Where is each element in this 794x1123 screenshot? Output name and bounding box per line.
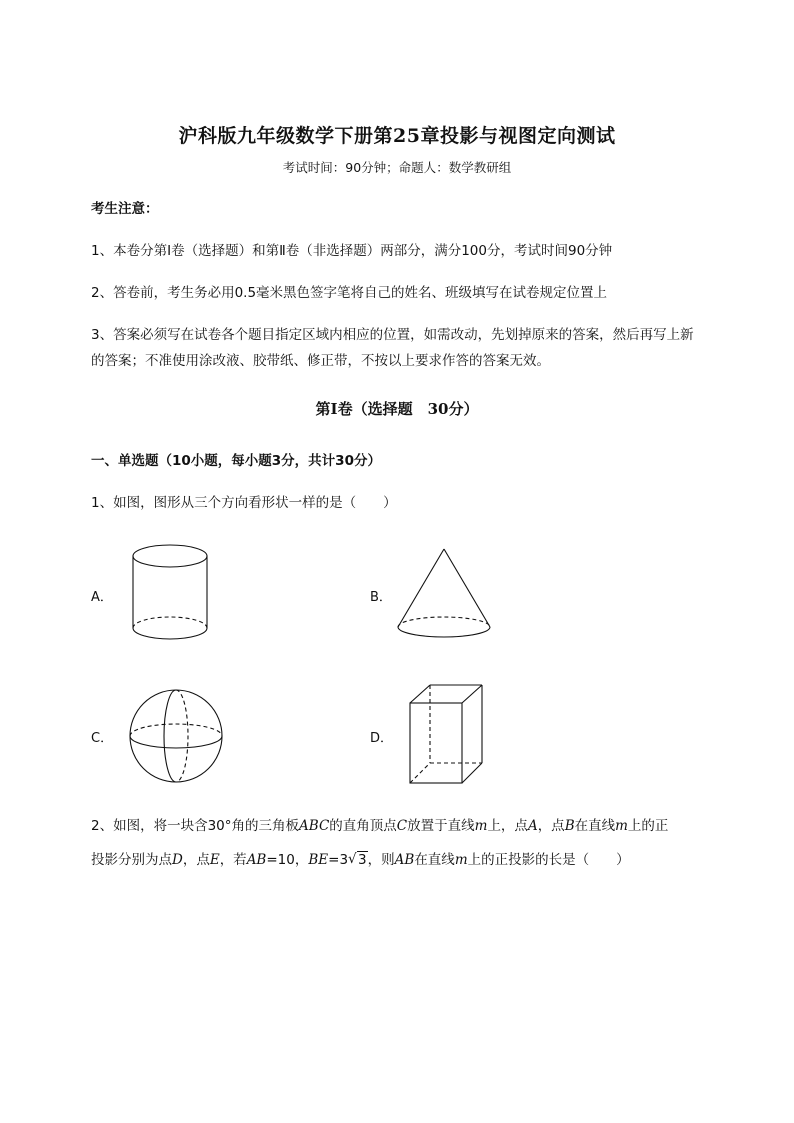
note-item: 的答案；不准使用涂改液、胶带纸、修正带，不按以上要求作答的答案无效。 [91,353,550,369]
option-a-label: A． [91,590,113,605]
question-2-line-2: 投影分别为点D，点E，若AB=10，BE=3√ 3，则AB在直线m上的正投影的长是（ ） [91,845,630,875]
cone-figure [393,545,497,641]
note-item: 3、答案必须写在试卷各个题目指定区域内相应的位置，如需改动，先划掉原来的答案，然后再写上新 [91,327,694,343]
note-item: 2、答卷前，考生务必用0.5毫米黑色签字笔将自己的姓名、班级填写在试卷规定位置上 [91,285,608,301]
part-heading: 一、单选题（10小题，每小题3分，共计30分） [91,453,381,469]
rectangular-prism-figure [405,681,485,787]
sphere-figure [126,686,226,786]
exam-info: 考试时间：90分钟；命题人：数学教研组 [282,160,512,175]
option-d-label: D． [370,731,394,746]
sqrt-symbol: √ 3 [348,845,368,875]
option-b-label: B． [370,590,392,605]
option-c-label: C． [91,731,114,746]
cylinder-figure [128,540,212,644]
notes-heading: 考生注意： [91,201,159,217]
page-title: 沪科版九年级数学下册第25章投影与视图定向测试 [178,125,616,147]
note-item: 1、本卷分第I卷（选择题）和第Ⅱ卷（非选择题）两部分，满分100分，考试时间90分钟 [91,243,613,259]
question-2-line-1: 2、如图，将一块含30°角的三角板ABC的直角顶点C放置于直线m上，点A，点B在直线m上的正 [91,818,669,834]
question-1-stem: 1、如图，图形从三个方向看形状一样的是（ ） [91,495,397,511]
section-title: 第I卷（选择题 30分） [315,400,479,418]
